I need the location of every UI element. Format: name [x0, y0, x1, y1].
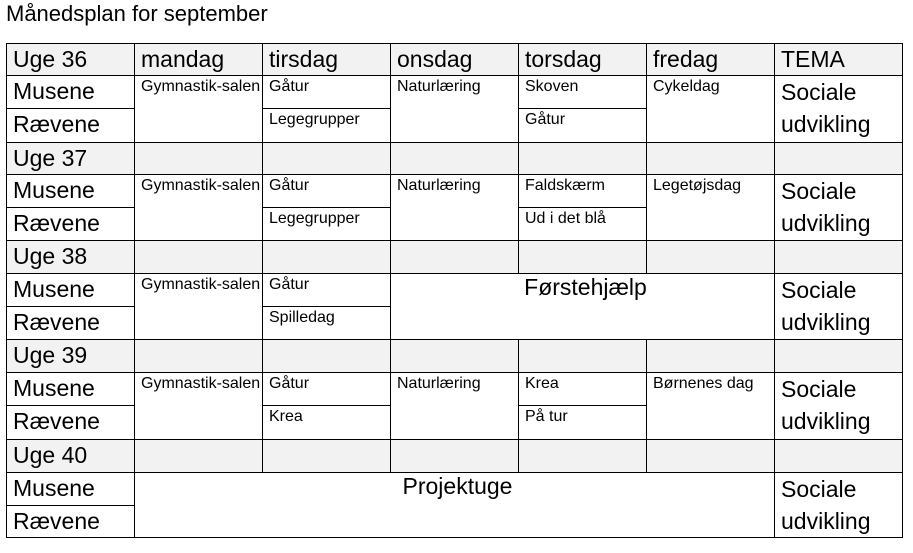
header-fredag: fredag [647, 44, 775, 76]
week-label: Uge 40 [7, 440, 135, 473]
week-empty-cell [263, 340, 391, 373]
cell-mandag [135, 175, 263, 241]
cell-text: Gymnastik-salen [141, 177, 261, 194]
table-row [7, 76, 903, 109]
week-empty-cell [775, 340, 903, 373]
cell-tirsdag-musene: Gåtur [263, 373, 391, 406]
cell-text: Gymnastik-salen [141, 375, 261, 392]
cell-onsdag: Naturlæring [391, 373, 519, 440]
header-torsdag: torsdag [519, 44, 647, 76]
week-empty-cell [647, 241, 775, 274]
cell-tema: Sociale udvikling [775, 76, 903, 143]
cell-span-projektuge: Projektuge [135, 473, 775, 538]
cell-tema: Sociale udvikling [775, 473, 903, 538]
cell-fredag: Legetøjsdag [647, 175, 775, 241]
week-empty-cell [519, 143, 647, 175]
cell-text: Gymnastik-salen [141, 276, 261, 293]
week-empty-cell [647, 340, 775, 373]
week-empty-cell [391, 440, 519, 473]
table-row [7, 274, 903, 307]
group-raevene: Rævene [7, 208, 135, 241]
cell-tirsdag-raevene: Spilledag [263, 307, 391, 340]
cell-fredag: Børnenes dag [647, 373, 775, 440]
week-empty-cell [519, 440, 647, 473]
week-empty-cell [519, 241, 647, 274]
week-empty-cell [263, 440, 391, 473]
cell-torsdag-raevene: På tur [519, 406, 647, 440]
cell-span-forstehjaelp: Førstehjælp [391, 274, 775, 340]
table-row [7, 373, 903, 406]
cell-tirsdag-raevene: Legegrupper [263, 109, 391, 143]
group-musene: Musene [7, 473, 135, 506]
week-row [7, 340, 903, 373]
cell-tirsdag-raevene: Legegrupper [263, 208, 391, 241]
cell-tirsdag-musene: Gåtur [263, 274, 391, 307]
group-raevene: Rævene [7, 307, 135, 340]
header-mandag: mandag [135, 44, 263, 76]
cell-torsdag-musene: Faldskærm [519, 175, 647, 208]
cell-torsdag-musene: Krea [519, 373, 647, 406]
table-row [7, 473, 903, 506]
cell-tirsdag-musene: Gåtur [263, 175, 391, 208]
week-empty-cell [647, 143, 775, 175]
week-empty-cell [391, 241, 519, 274]
month-plan-table [6, 43, 903, 538]
week-label: Uge 37 [7, 143, 135, 175]
cell-mandag [135, 373, 263, 440]
header-onsdag: onsdag [391, 44, 519, 76]
group-raevene: Rævene [7, 109, 135, 143]
cell-torsdag-raevene: Gåtur [519, 109, 647, 143]
week-empty-cell [135, 340, 263, 373]
week-empty-cell [519, 340, 647, 373]
cell-onsdag: Naturlæring [391, 76, 519, 143]
week-row [7, 143, 903, 175]
week-empty-cell [135, 241, 263, 274]
week-row [7, 440, 903, 473]
week-empty-cell [775, 241, 903, 274]
week-empty-cell [135, 143, 263, 175]
week-label: Uge 38 [7, 241, 135, 274]
header-tirsdag: tirsdag [263, 44, 391, 76]
group-musene: Musene [7, 373, 135, 406]
cell-tema: Sociale udvikling [775, 373, 903, 440]
week-empty-cell [391, 340, 519, 373]
group-raevene: Rævene [7, 506, 135, 538]
cell-onsdag: Naturlæring [391, 175, 519, 241]
cell-torsdag-musene: Skoven [519, 76, 647, 109]
cell-tirsdag-musene: Gåtur [263, 76, 391, 109]
cell-tema: Sociale udvikling [775, 175, 903, 241]
cell-tirsdag-raevene: Krea [263, 406, 391, 440]
cell-torsdag-raevene: Ud i det blå [519, 208, 647, 241]
page-title: Månedsplan for september [6, 1, 268, 26]
week-empty-cell [135, 440, 263, 473]
header-week: Uge 36 [7, 44, 135, 76]
week-empty-cell [391, 143, 519, 175]
cell-mandag [135, 76, 263, 143]
cell-text: Gymnastik-salen [141, 78, 261, 95]
week-empty-cell [775, 440, 903, 473]
group-musene: Musene [7, 175, 135, 208]
cell-fredag: Cykeldag [647, 76, 775, 143]
week-empty-cell [647, 440, 775, 473]
week-empty-cell [263, 143, 391, 175]
week-row [7, 241, 903, 274]
group-musene: Musene [7, 76, 135, 109]
group-musene: Musene [7, 274, 135, 307]
week-empty-cell [263, 241, 391, 274]
header-row [7, 44, 903, 76]
group-raevene: Rævene [7, 406, 135, 440]
cell-mandag [135, 274, 263, 340]
week-label: Uge 39 [7, 340, 135, 373]
week-empty-cell [775, 143, 903, 175]
cell-tema: Sociale udvikling [775, 274, 903, 340]
table-row [7, 175, 903, 208]
header-tema: TEMA [775, 44, 903, 76]
